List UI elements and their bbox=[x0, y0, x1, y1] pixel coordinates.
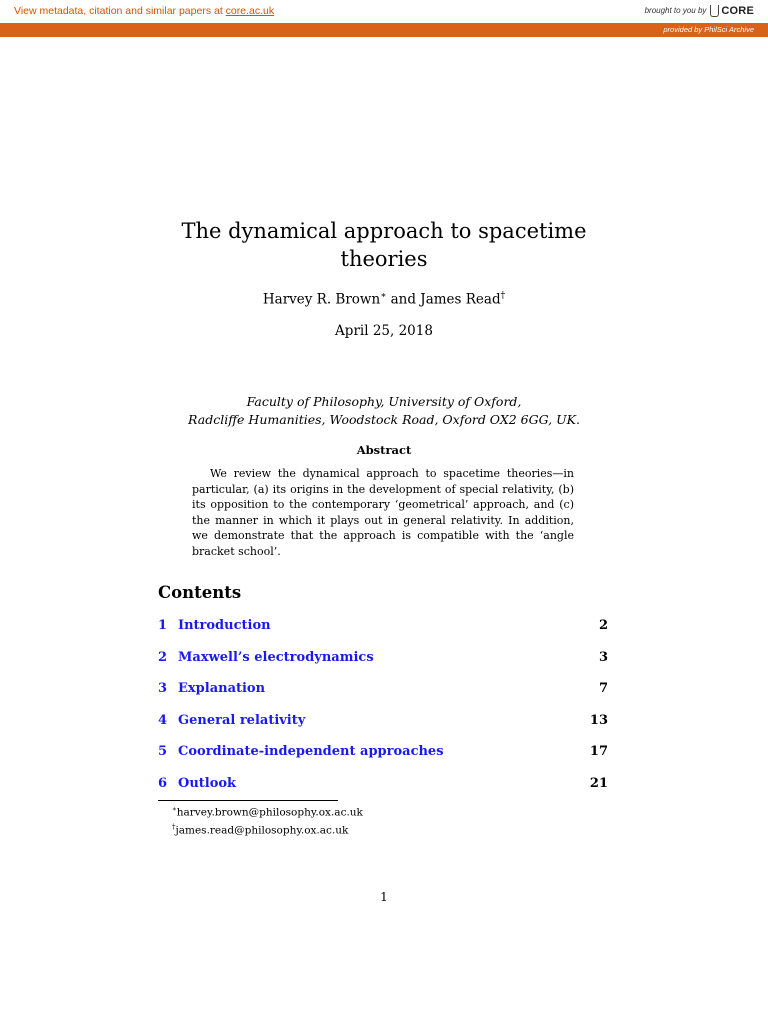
footnotes bbox=[172, 802, 363, 838]
footnote-2 bbox=[172, 820, 363, 838]
author-1-mark[interactable]: ∗ bbox=[380, 291, 387, 301]
toc-page[interactable]: 2 bbox=[598, 618, 608, 633]
core-metadata-text bbox=[14, 5, 274, 17]
footnote-2-mark: † bbox=[172, 823, 176, 831]
footnote-1-email: harvey.brown@philosophy.ox.ac.uk bbox=[176, 806, 363, 819]
toc-title[interactable]: Introduction bbox=[178, 618, 271, 633]
toc-entry-coordinate-independent[interactable] bbox=[158, 744, 608, 776]
paper-authors bbox=[150, 291, 618, 308]
abstract-text: We review the dynamical approach to spacetime theories—in particular, (a) its origins in the development of special relativity, (b) its opposition to the contemporary ‘geometrical’ approach, and (c) the manner in which it plays out in general relativity. In addition, we demonstrate that the approach is compatible with the ‘angle bracket school’. bbox=[192, 467, 574, 558]
paper-date: April 25, 2018 bbox=[335, 323, 433, 339]
affiliation bbox=[150, 393, 618, 429]
footnote-1 bbox=[172, 802, 363, 820]
paper-title-line-1: The dynamical approach to spacetime bbox=[181, 219, 587, 243]
contents-heading: Contents bbox=[158, 583, 242, 602]
core-link[interactable]: core.ac.uk bbox=[225, 5, 275, 17]
toc-title[interactable]: General relativity bbox=[178, 712, 306, 728]
author-joiner: and bbox=[386, 291, 421, 308]
toc-number[interactable]: 3 bbox=[158, 681, 168, 697]
toc-title[interactable]: Explanation bbox=[178, 681, 266, 697]
core-brought-by[interactable] bbox=[645, 4, 754, 17]
toc-title[interactable]: Maxwell’s electrodynamics bbox=[178, 649, 374, 665]
footnote-2-email: james.read@philosophy.ox.ac.uk bbox=[175, 824, 349, 837]
author-2-mark[interactable]: † bbox=[500, 291, 506, 301]
affiliation-line-2: Radcliffe Humanities, Woodstock Road, Oxford OX2 6GG, UK. bbox=[188, 412, 580, 427]
toc-entry-general-relativity[interactable] bbox=[158, 713, 608, 745]
footnote-1-mark: ∗ bbox=[172, 805, 177, 813]
paper-title bbox=[150, 217, 618, 273]
footnote-rule bbox=[158, 800, 338, 801]
core-banner bbox=[0, 0, 768, 24]
core-metadata-prefix: View metadata, citation and similar papers at bbox=[14, 5, 226, 17]
toc-title[interactable]: Coordinate-independent approaches bbox=[178, 744, 444, 760]
core-provided-by[interactable]: provided by PhilSci Archive bbox=[663, 25, 754, 34]
table-of-contents bbox=[158, 618, 608, 808]
toc-number[interactable]: 6 bbox=[158, 775, 168, 791]
affiliation-line-1: Faculty of Philosophy, University of Oxford, bbox=[246, 394, 522, 409]
toc-page[interactable]: 17 bbox=[589, 744, 608, 760]
toc-page[interactable]: 7 bbox=[598, 681, 608, 697]
toc-number[interactable]: 2 bbox=[158, 649, 168, 665]
toc-entry-introduction[interactable] bbox=[158, 618, 608, 650]
toc-title[interactable]: Outlook bbox=[178, 775, 237, 791]
toc-page[interactable]: 21 bbox=[589, 775, 608, 791]
toc-number[interactable]: 1 bbox=[158, 618, 168, 633]
toc-entry-explanation[interactable] bbox=[158, 681, 608, 713]
core-logo-text: CORE bbox=[721, 4, 754, 17]
core-brought-label: brought to you by bbox=[644, 6, 707, 15]
core-provider-bar bbox=[0, 23, 768, 37]
core-logo-icon bbox=[709, 4, 718, 17]
author-2: James Read bbox=[420, 291, 501, 308]
toc-number[interactable]: 5 bbox=[158, 744, 168, 760]
abstract-heading: Abstract bbox=[356, 443, 412, 457]
author-1: Harvey R. Brown bbox=[262, 291, 381, 308]
paper-title-line-2: theories bbox=[340, 247, 428, 271]
page-number: 1 bbox=[380, 890, 388, 904]
toc-page[interactable]: 13 bbox=[589, 712, 608, 728]
toc-number[interactable]: 4 bbox=[158, 712, 168, 728]
toc-page[interactable]: 3 bbox=[598, 649, 608, 665]
toc-entry-maxwell[interactable] bbox=[158, 650, 608, 682]
